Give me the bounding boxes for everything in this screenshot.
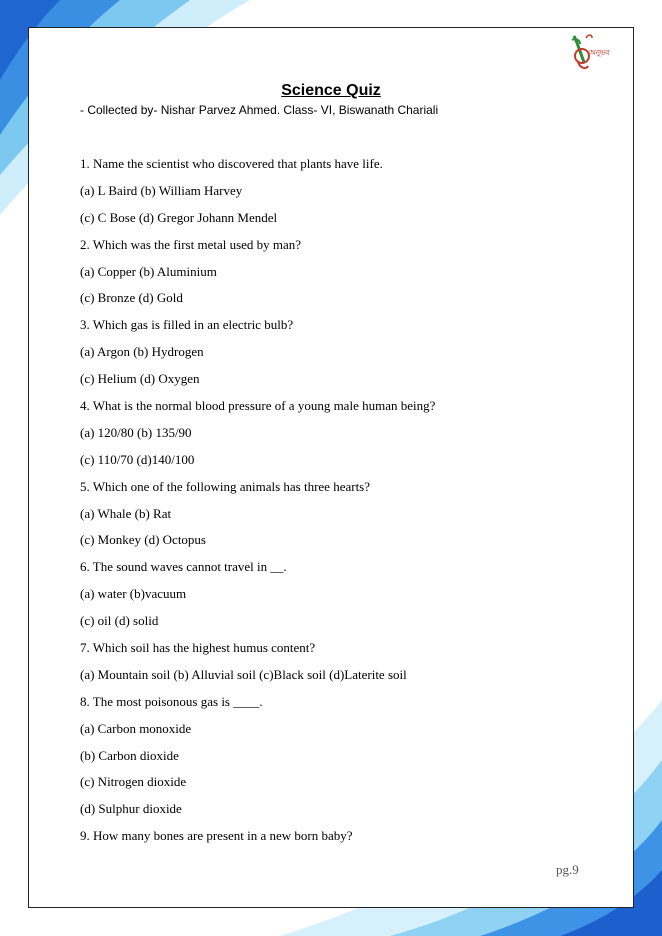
option-line: (a) Whale (b) Rat <box>80 505 172 521</box>
option-line: (c) Nitrogen dioxide <box>80 774 187 790</box>
option-line: (c) oil (d) solid <box>80 613 159 629</box>
option-line: (c) 110/70 (d)140/100 <box>80 451 195 467</box>
option-line: (c) Bronze (d) Gold <box>80 290 183 306</box>
option-line: (c) Helium (d) Oxygen <box>80 371 200 387</box>
page-title: Science Quiz <box>281 82 381 99</box>
question-line: 6. The sound waves cannot travel in __. <box>80 559 287 575</box>
option-line: (b) Carbon dioxide <box>80 747 179 763</box>
question-line: 5. Which one of the following animals has three hearts? <box>80 478 371 494</box>
question-line: 2. Which was the first metal used by man? <box>80 236 302 252</box>
option-line: (a) Copper (b) Aluminium <box>80 263 217 279</box>
option-line: (c) Monkey (d) Octopus <box>80 532 206 548</box>
option-line: (a) Mountain soil (b) Alluvial soil (c)Black soil (d)Laterite soil <box>80 666 407 682</box>
page-subtitle: - Collected by- Nishar Parvez Ahmed. Class- VI, Biswanath Chariali <box>80 103 439 117</box>
question-line: 8. The most poisonous gas is ____. <box>80 693 263 709</box>
question-line: 9. How many bones are present in a new born baby? <box>80 828 353 844</box>
option-line: (a) Carbon monoxide <box>80 720 192 736</box>
page-number: pg.9 <box>556 862 579 877</box>
option-line: (a) 120/80 (b) 135/90 <box>80 424 192 440</box>
option-line: (a) Argon (b) Hydrogen <box>80 344 204 360</box>
option-line: (c) C Bose (d) Gregor Johann Mendel <box>80 209 278 225</box>
option-line: (d) Sulphur dioxide <box>80 801 182 817</box>
question-line: 3. Which gas is filled in an electric bulb? <box>80 317 294 333</box>
option-line: (a) water (b)vacuum <box>80 586 187 602</box>
question-line: 7. Which soil has the highest humus content? <box>80 640 316 656</box>
question-line: 4. What is the normal blood pressure of a young male human being? <box>80 398 436 414</box>
question-line: 1. Name the scientist who discovered that plants have life. <box>80 156 383 171</box>
option-line: (a) L Baird (b) William Harvey <box>80 182 243 198</box>
quiz-content <box>80 156 435 855</box>
logo-text: অনুভব <box>589 48 610 57</box>
